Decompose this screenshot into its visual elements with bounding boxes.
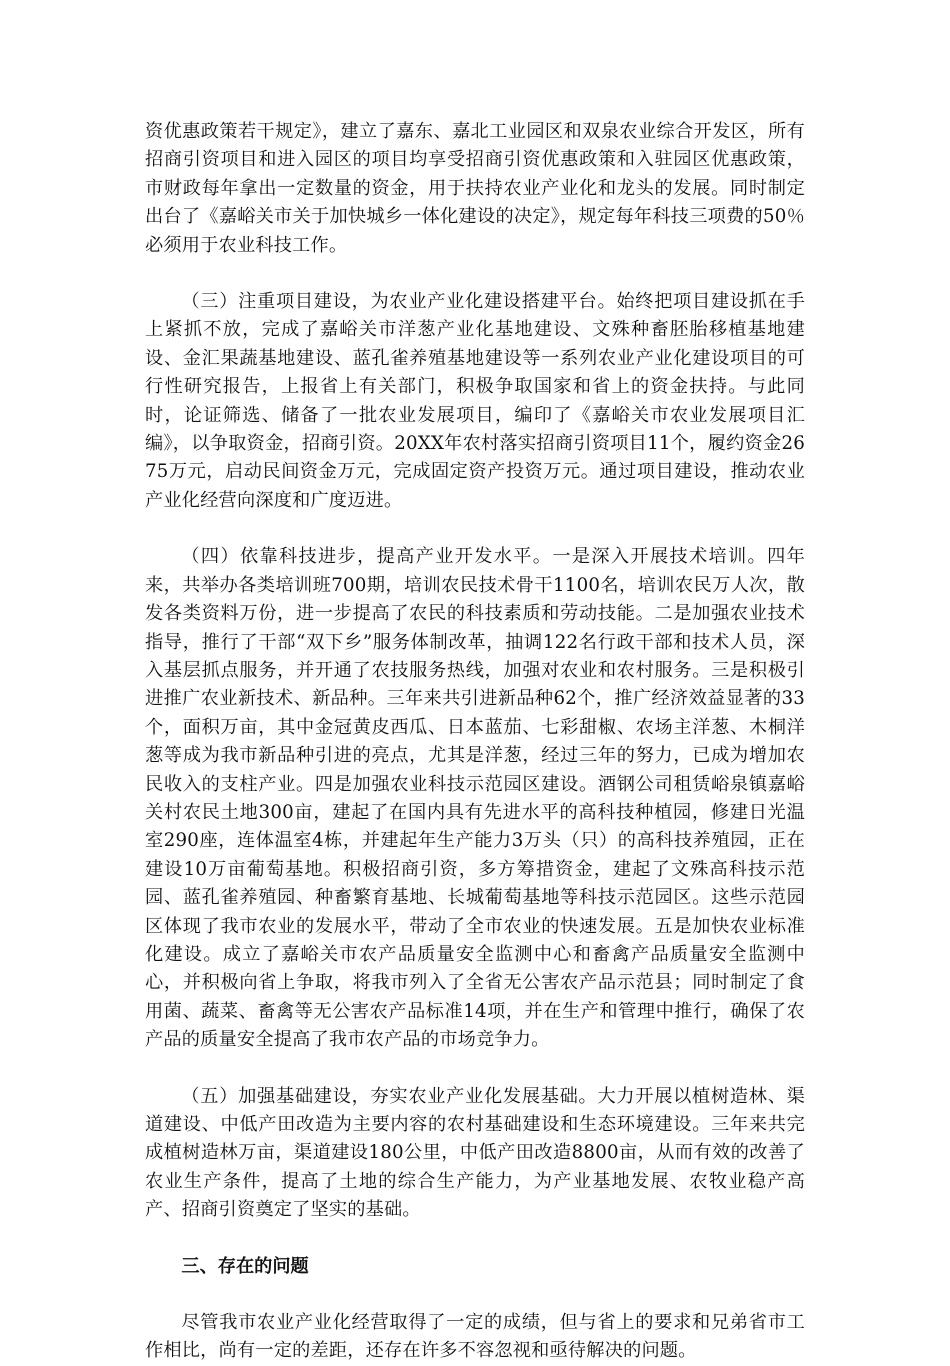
paragraph-infrastructure: （五）加强基础建设，夯实农业产业化发展基础。大力开展以植树造林、渠道建设、中低产田改造为主要内容的农村基础建设和生态环境建设。三年来共完成植树造林万亩，渠道建设180公里，中低产田改造8800亩，从而有效的改善了农业生产条件，提高了土地的综合生产能力，为产业基地发展、农牧业稳产高产、招商引资奠定了坚实的基础。 <box>145 1085 805 1221</box>
paragraph-project-construction: （三）注重项目建设，为农业产业化建设搭建平台。始终把项目建设抓在手上紧抓不放，完成了嘉峪关市洋葱产业化基地建设、文殊种畜胚胎移植基地建设、金汇果蔬基地建设、蓝孔雀养殖基地建设等一系列农业产业化建设项目的可行性研究报告，上报省上有关部门，积极争取国家和省上的资金扶持。与此同时，论证筛选、储备了一批农业发展项目，编印了《嘉峪关市农业发展项目汇编》，以争取资金，招商引资。20XX年农村落实招商引资项目11个，履约资金2675万元，启动民间资金万元，完成固定资产投资万元。通过项目建设，推动农业产业化经营向深度和广度迈进。 <box>145 291 805 511</box>
document-page <box>145 118 805 1366</box>
paragraph-problems-intro: 尽管我市农业产业化经营取得了一定的成绩，但与省上的要求和兄弟省市工作相比，尚有一定的差距，还存在许多不容忽视和亟待解决的问题。 <box>145 1312 805 1362</box>
section-heading: 三、存在的问题 <box>181 1255 309 1277</box>
paragraph-technology-progress: （四）依靠科技进步，提高产业开发水平。一是深入开展技术培训。四年来，共举办各类培训班700期，培训农民技术骨干1100名，培训农民万人次，散发各类资料万份，进一步提高了农民的科技素质和劳动技能。二是加强农业技术指导，推行了干部“双下乡”服务体制改革，抽调122名行政干部和技术人员，深入基层抓点服务，并开通了农技服务热线，加强对农业和农村服务。三是积极引进推广农业新技术、新品种。三年来共引进新品种62个，推广经济效益显著的33个，面积万亩，其中金冠黄皮西瓜、日本蓝茄、七彩甜椒、农场主洋葱、木桐洋葱等成为我市新品种引进的亮点，尤其是洋葱，经过三年的努力，已成为增加农民收入的支柱产业。四是加强农业科技示范园区建设。酒钢公司租赁峪泉镇嘉峪关村农民土地300亩，建起了在国内具有先进水平的高科技种植园，修建日光温室290座，连体温室4栋，并建起年生产能力3万头（只）的高科技养殖园，正在建设10万亩葡萄基地。积极招商引资，多方筹措资金，建起了文殊高科技示范园、蓝孔雀养殖园、种畜繁育基地、长城葡萄基地等科技示范园区。这些示范园区体现了我市农业的发展水平，带动了全市农业的快速发展。五是加快农业标准化建设。成立了嘉峪关市农产品质量安全监测中心和畜禽产品质量安全监测中心，并积极向省上争取，将我市列入了全省无公害农产品示范县；同时制定了食用菌、蔬菜、畜禽等无公害农产品标准14项，并在生产和管理中推行，确保了农产品的质量安全提高了我市农产品的市场竞争力。 <box>145 546 805 1051</box>
paragraph-continuation: 资优惠政策若干规定》，建立了嘉东、嘉北工业园区和双泉农业综合开发区，所有招商引资项目和进入园区的项目均享受招商引资优惠政策和入驻园区优惠政策，市财政每年拿出一定数量的资金，用于扶持农业产业化和龙头的发展。同时制定出台了《嘉峪关市关于加快城乡一体化建设的决定》，规定每年科技三项费的50％必须用于农业科技工作。 <box>145 121 805 256</box>
